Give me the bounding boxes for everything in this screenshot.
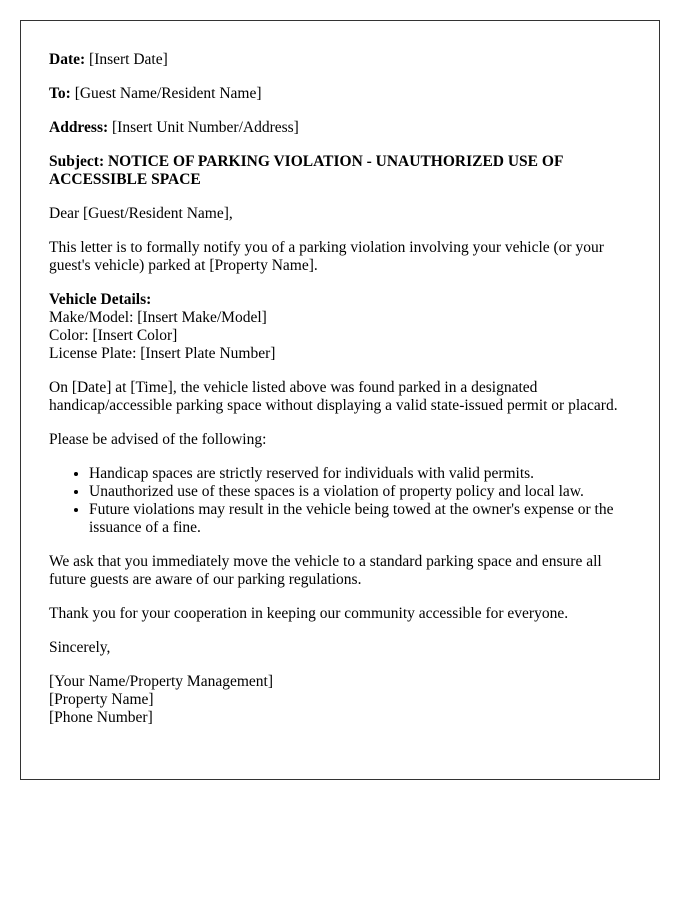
advised-paragraph: Please be advised of the following: [49, 431, 267, 448]
request-paragraph: We ask that you immediately move the vehicle to a standard parking space and ensure all future guests are aware of our parking regulations. [49, 553, 602, 588]
vehicle-make-model: Make/Model: [Insert Make/Model] [49, 309, 267, 326]
list-item: • Unauthorized use of these spaces is a violation of property policy and local law. [89, 483, 631, 501]
to-line [49, 85, 631, 103]
to-value: [Guest Name/Resident Name] [74, 85, 262, 102]
list-item: • Handicap spaces are strictly reserved for individuals with valid permits. [89, 465, 631, 483]
subject-label: Subject: [49, 153, 105, 170]
date-value: [Insert Date] [89, 51, 168, 68]
subject-line [49, 153, 631, 189]
vehicle-color: Color: [Insert Color] [49, 327, 178, 344]
closing: Sincerely, [49, 639, 111, 656]
vehicle-plate: License Plate: [Insert Plate Number] [49, 345, 276, 362]
letter-document [20, 20, 660, 780]
signature-property: [Property Name] [49, 691, 154, 708]
signature-name: [Your Name/Property Management] [49, 673, 273, 690]
address-label: Address: [49, 119, 109, 136]
list-item: • Future violations may result in the vehicle being towed at the owner's expense or the issuance of a fine. [89, 501, 631, 537]
vehicle-details-heading: Vehicle Details: [49, 291, 152, 308]
vehicle-details [49, 291, 631, 363]
thanks-paragraph: Thank you for your cooperation in keeping our community accessible for everyone. [49, 605, 569, 622]
signature-phone: [Phone Number] [49, 709, 153, 726]
signature-block [49, 673, 631, 727]
intro-paragraph: This letter is to formally notify you of a parking violation involving your vehicle (or your guest's vehicle) parked at [Property Name]. [49, 239, 604, 274]
address-value: [Insert Unit Number/Address] [112, 119, 299, 136]
subject-value: NOTICE OF PARKING VIOLATION - UNAUTHORIZED USE OF ACCESSIBLE SPACE [49, 153, 563, 188]
policy-list [49, 465, 631, 537]
date-line [49, 51, 631, 69]
salutation: Dear [Guest/Resident Name], [49, 205, 233, 222]
incident-paragraph: On [Date] at [Time], the vehicle listed above was found parked in a designated handicap/accessible parking space without displaying a valid state-issued permit or placard. [49, 379, 618, 414]
date-label: Date: [49, 51, 86, 68]
to-label: To: [49, 85, 71, 102]
address-line [49, 119, 631, 137]
